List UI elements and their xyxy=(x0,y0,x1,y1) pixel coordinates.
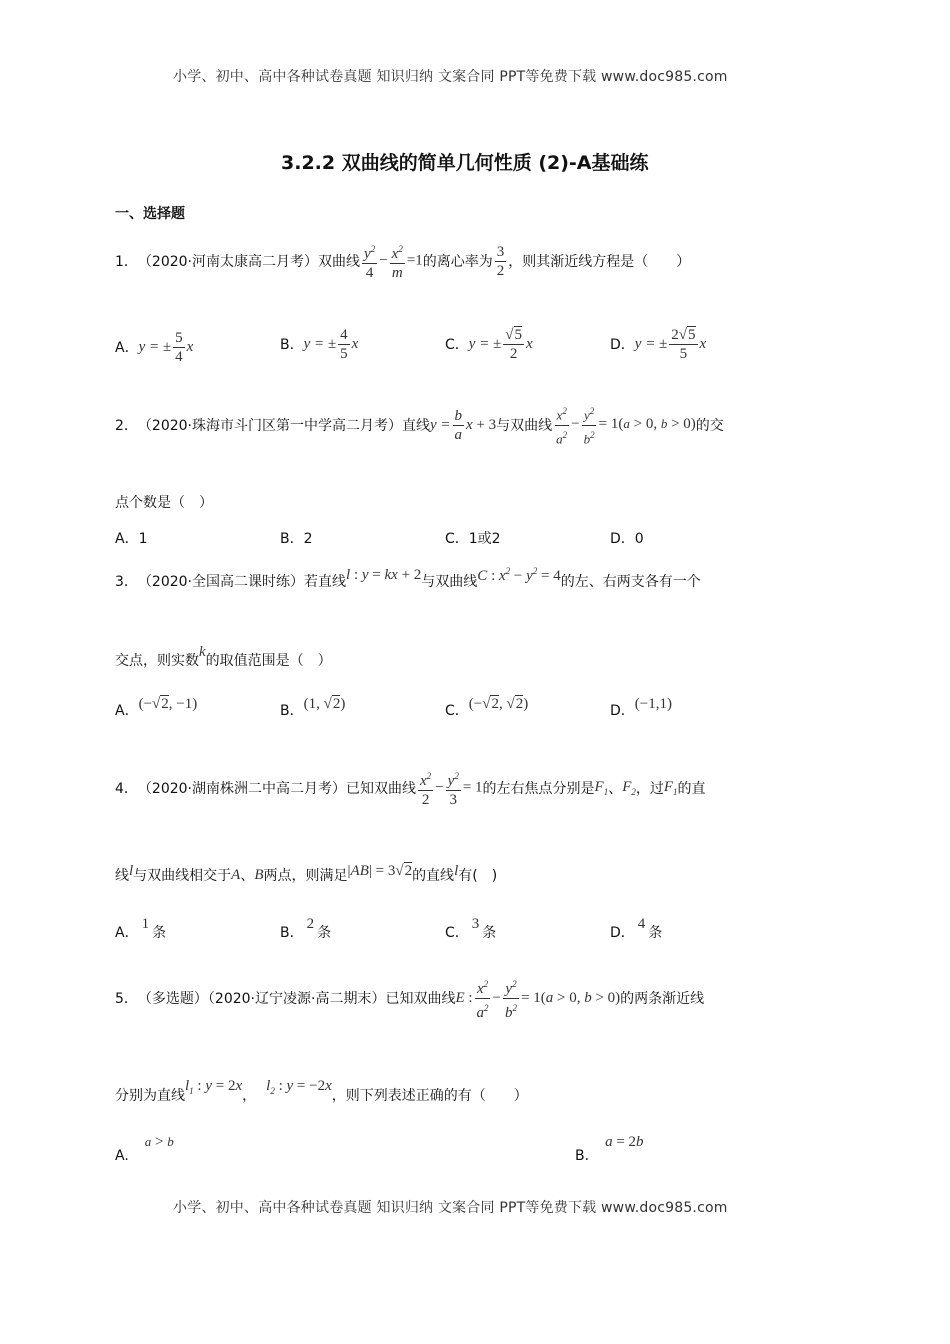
q2-source: （2020·珠海市斗门区第一中学高二月考）直线 xyxy=(137,418,430,434)
q5-option-b[interactable] xyxy=(575,1134,644,1164)
q5-tail: 的两条渐近线 xyxy=(620,991,705,1007)
q3-option-b[interactable] xyxy=(280,695,346,720)
q4-hyperbola-formula: $\frac{x^2}{2}$ − $\frac{y^2}{3}$ = 1 xyxy=(416,767,483,809)
q4-option-a-count: 1 xyxy=(141,915,150,932)
q3-option-a-label: A． xyxy=(115,703,139,719)
q3-tail: 的左、右两支各有一个 xyxy=(560,574,701,590)
q4-option-d-unit: 条 xyxy=(648,925,663,941)
q5-l1-formula: $l_1$ : y = 2x xyxy=(185,1078,243,1096)
q5-line2-text-a: 分别为直线 xyxy=(115,1088,185,1104)
q4-option-a-label: A． xyxy=(115,925,139,941)
q4-var-l-repeat: l xyxy=(454,862,459,879)
q4-line2-text-a: 线 xyxy=(115,868,129,884)
q2-mid: 与双曲线 xyxy=(496,418,553,434)
q5-number: 5． xyxy=(115,991,138,1007)
q2-line-formula: y = $\frac{b}{a}$ x + 3 xyxy=(430,407,497,443)
q4-ab-formula: |AB| = 3√2 xyxy=(347,862,413,879)
q5-option-a[interactable] xyxy=(115,1134,174,1164)
q2-option-a[interactable]: A．1 xyxy=(115,531,148,547)
q1-hyperbola-formula: $\frac{y^2}{4}$ − $\frac{x^2}{m}$ =1 xyxy=(360,240,423,282)
q3-line2-text-a: 交点，则实数 xyxy=(115,653,199,669)
q1-option-d-label: D． xyxy=(610,337,635,353)
q5-hyperbola-formula: E : $\frac{x^2}{a^2}$ − $\frac{y^2}{b^2}$ = 1(a > 0, b > 0) xyxy=(455,975,620,1022)
q1-tail: ，则其渐近线方程是（ ） xyxy=(508,254,691,270)
q2-hyperbola-formula: $\frac{x^2}{a^2}$ − $\frac{y^2}{b^2}$ = 1(a > 0, b > 0) xyxy=(552,402,696,448)
q5-option-b-label: B. xyxy=(575,1148,590,1164)
q1-option-d-formula: y = ± $\frac{2√5}{5}$ x xyxy=(634,326,707,362)
q3-option-c-label: C． xyxy=(445,703,469,719)
q4-option-d-count: 4 xyxy=(637,915,646,932)
q4-option-b-count: 2 xyxy=(306,915,315,932)
q2-option-c[interactable]: C．1或2 xyxy=(445,531,501,547)
q4-line2-text-c: 、 xyxy=(240,868,255,884)
q4-sep: 、 xyxy=(608,781,623,797)
q4-option-b-unit: 条 xyxy=(317,925,332,941)
q2-option-d[interactable]: D．0 xyxy=(610,531,644,547)
q3-option-c[interactable] xyxy=(445,695,529,720)
q1-eccentricity: $\frac{3}{2}$ xyxy=(496,243,505,279)
q4-option-b-label: B． xyxy=(280,925,304,941)
q4-line2-text-d: 两点，则满足 xyxy=(263,868,348,884)
q4-tail: 的直 xyxy=(677,781,706,797)
q4-option-c-unit: 条 xyxy=(482,925,497,941)
q1-option-c[interactable] xyxy=(445,322,533,366)
q3-line2-text-b: 的取值范围是（ ） xyxy=(205,653,332,669)
page-title: 3.2.2 双曲线的简单几何性质 (2)-A基础练 xyxy=(281,152,649,174)
q2-tail: 的交 xyxy=(695,418,724,434)
q5-source: （多选题）（2020·辽宁凌源·高二期末）已知双曲线 xyxy=(137,991,456,1007)
q4-mid: 的左右焦点分别是 xyxy=(482,781,595,797)
q4-option-b[interactable] xyxy=(280,915,332,942)
q1-number: 1． xyxy=(115,254,138,270)
q1-mid: 的离心率为 xyxy=(422,254,493,270)
q3-option-a[interactable] xyxy=(115,695,198,720)
q4-focus-f1-repeat: $F_1$ xyxy=(663,779,678,797)
q2-number: 2． xyxy=(115,418,138,434)
q2-option-b[interactable]: B．2 xyxy=(280,531,313,547)
q4-line2-text-e: 的直线 xyxy=(412,868,455,884)
q5-option-a-label: A. xyxy=(115,1148,129,1164)
q1-option-c-label: C． xyxy=(445,337,469,353)
q3-var-k: k xyxy=(199,643,206,660)
q3-line2 xyxy=(115,643,332,672)
q3-option-b-formula: (1, √2) xyxy=(303,695,346,712)
q4-source: （2020·湖南株洲二中高二月考）已知双曲线 xyxy=(137,781,416,797)
q5-l2-formula: $l_2$ : y = −2x xyxy=(266,1078,332,1096)
q1-option-c-formula: y = ± $\frac{√5}{2}$ x xyxy=(468,326,533,362)
q4-var-a: A xyxy=(231,866,241,883)
q4-option-c-label: C． xyxy=(445,925,469,941)
q4-line2 xyxy=(115,860,497,890)
q5-option-a-formula: a > b xyxy=(144,1134,174,1150)
q4-option-d-label: D． xyxy=(610,925,635,941)
q1-option-a-label: A． xyxy=(115,340,139,356)
q4-var-b: B xyxy=(254,866,264,883)
q5-line2-text-b: ， xyxy=(242,1088,257,1104)
q4-line2-text-f: 有( ) xyxy=(458,868,498,884)
q3-option-d[interactable] xyxy=(610,695,672,720)
q4-focus-f2: $F_2$ xyxy=(622,779,636,797)
q1-option-d[interactable] xyxy=(610,322,706,366)
q1-option-a-formula: y = ± $\frac{5}{4}$ x xyxy=(138,329,194,365)
q4-option-a-unit: 条 xyxy=(152,925,167,941)
q4-option-c-count: 3 xyxy=(471,915,480,932)
question-1 xyxy=(115,240,690,282)
question-4 xyxy=(115,766,706,810)
question-3 xyxy=(115,566,701,596)
q3-option-c-formula: (−√2, √2) xyxy=(468,695,529,712)
q4-option-d[interactable] xyxy=(610,915,663,942)
q3-option-b-label: B． xyxy=(280,703,304,719)
q4-mid2: ，过 xyxy=(635,781,664,797)
q3-option-d-label: D． xyxy=(610,703,635,719)
q3-hyperbola-formula: C : $x^2 - y^2 = 4$ xyxy=(477,565,561,584)
q4-var-l: l xyxy=(129,862,134,879)
q3-source: （2020·全国高二课时练）若直线 xyxy=(137,574,347,590)
q3-option-d-formula: (−1,1) xyxy=(634,695,672,712)
question-2 xyxy=(115,404,724,446)
q5-line2-text-c: ，则下列表述正确的有（ ） xyxy=(331,1088,528,1104)
q3-mid: 与双曲线 xyxy=(421,574,478,590)
q5-line2 xyxy=(115,1080,528,1110)
q3-line-formula: l : y = kx + 2 xyxy=(346,566,422,583)
q3-option-a-formula: (−√2, −1) xyxy=(138,695,198,712)
q4-line2-text-b: 与双曲线相交于 xyxy=(133,868,232,884)
q4-number: 4． xyxy=(115,781,138,797)
q4-option-c[interactable] xyxy=(445,915,497,942)
q4-option-a[interactable] xyxy=(115,915,167,942)
section-heading: 一、选择题 xyxy=(115,206,185,222)
q2-line2: 点个数是（ ） xyxy=(115,495,213,511)
question-5 xyxy=(115,975,704,1021)
q1-option-b[interactable] xyxy=(280,322,358,366)
q5-option-b-formula: a = 2b xyxy=(605,1134,644,1150)
q1-source: （2020·河南太康高二月考）双曲线 xyxy=(137,254,361,270)
q1-option-a[interactable] xyxy=(115,325,193,369)
q4-focus-f1: $F_1$ xyxy=(594,779,609,797)
q1-option-b-formula: y = ± $\frac{4}{5}$ x xyxy=(303,326,359,362)
q3-number: 3． xyxy=(115,574,138,590)
q1-option-b-label: B． xyxy=(280,337,304,353)
footer-banner: 小学、初中、高中各种试卷真题 知识归纳 文案合同 PPT等免费下载 www.doc985.com xyxy=(173,1200,728,1216)
header-banner: 小学、初中、高中各种试卷真题 知识归纳 文案合同 PPT等免费下载 www.doc985.com xyxy=(173,69,728,85)
